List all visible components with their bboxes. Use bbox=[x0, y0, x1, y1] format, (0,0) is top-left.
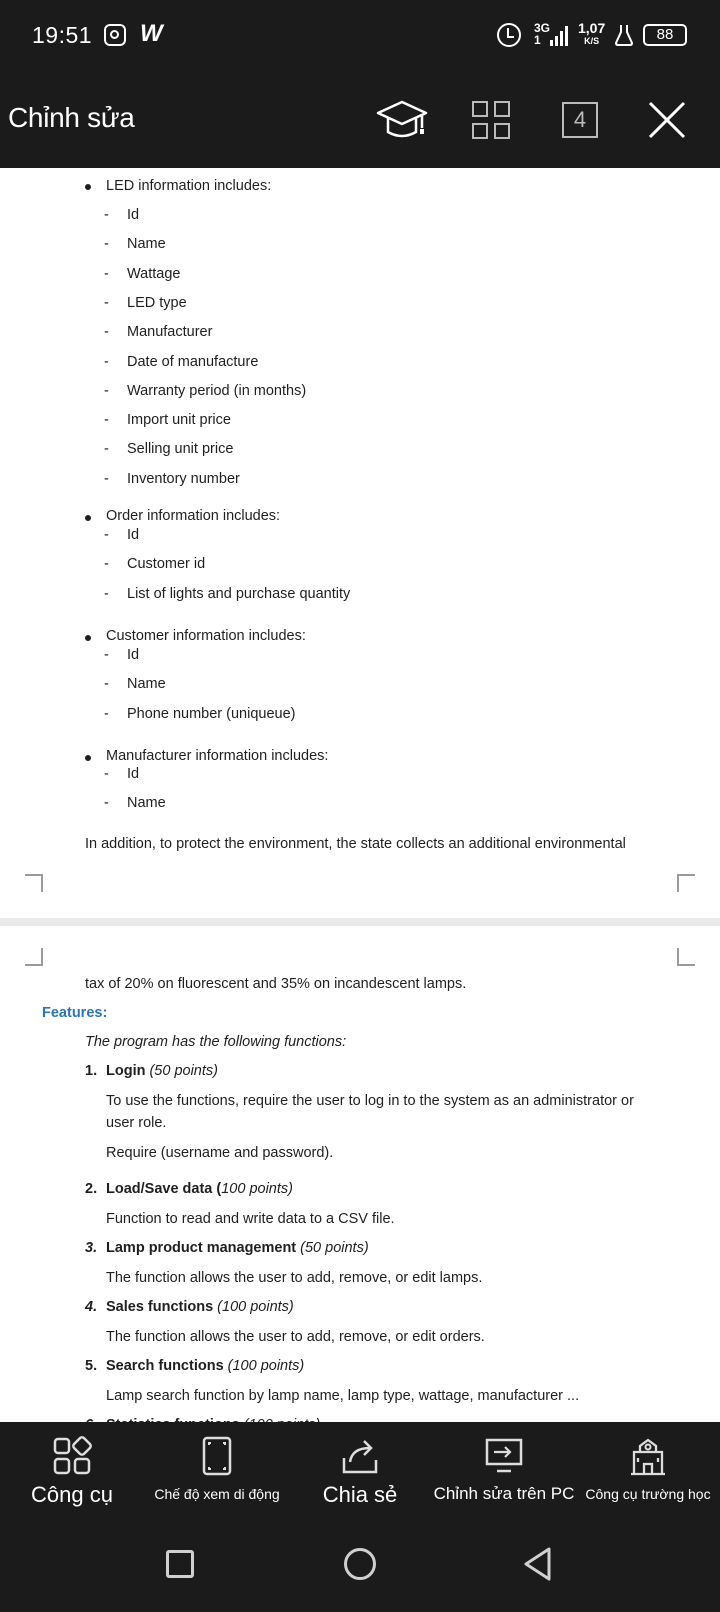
school-tools-label: Công cụ trường học bbox=[585, 1486, 711, 1502]
page-corner-mark bbox=[25, 948, 43, 966]
mobile-view-label: Chế độ xem di động bbox=[154, 1486, 280, 1502]
dash-marker: - bbox=[104, 353, 109, 370]
function-name: Lamp product management bbox=[106, 1240, 297, 1256]
dash-marker: - bbox=[104, 294, 109, 311]
close-button[interactable] bbox=[641, 96, 693, 144]
recents-button[interactable] bbox=[166, 1550, 194, 1578]
function-title bbox=[106, 1356, 304, 1376]
list-item: Id bbox=[127, 766, 140, 782]
tools-label: Công cụ bbox=[31, 1482, 113, 1507]
list-item: Selling unit price bbox=[127, 441, 234, 458]
grid-view-button[interactable] bbox=[465, 96, 517, 144]
page-corner-mark bbox=[677, 874, 695, 892]
network-type: 3G 1 bbox=[534, 21, 551, 47]
addition-text-line2: tax of 20% on fluorescent and 35% on incandescent lamps. bbox=[85, 976, 467, 992]
function-number: 3. bbox=[85, 1240, 98, 1256]
app-bar bbox=[0, 72, 720, 168]
list-item: Id bbox=[127, 647, 140, 663]
function-name: Login bbox=[106, 1063, 146, 1079]
function-number: 2. bbox=[85, 1181, 98, 1197]
list-item: Name bbox=[127, 676, 166, 693]
dash-marker: - bbox=[104, 766, 109, 782]
function-name: Load/Save data ( bbox=[106, 1181, 222, 1197]
document-view[interactable] bbox=[0, 168, 720, 1422]
graduation-cap-icon bbox=[376, 98, 428, 142]
dash-marker: - bbox=[104, 556, 109, 573]
mobile-view-icon bbox=[197, 1436, 237, 1476]
list-item: Name bbox=[127, 236, 166, 253]
list-item: Date of manufacture bbox=[127, 353, 259, 370]
function-points: (100 points) bbox=[227, 1358, 305, 1374]
page-count-button[interactable] bbox=[554, 96, 606, 144]
dash-marker: - bbox=[104, 676, 109, 693]
list-item: Wattage bbox=[127, 265, 181, 282]
list-item: Inventory number bbox=[127, 470, 240, 487]
features-intro: The program has the following functions: bbox=[85, 1034, 347, 1050]
dash-marker: - bbox=[104, 470, 109, 487]
function-points: 100 points) bbox=[221, 1181, 293, 1197]
function-description: Function to read and write data to a CSV file. bbox=[106, 1210, 395, 1227]
list-item: Warranty period (in months) bbox=[127, 382, 307, 399]
function-description: The function allows the user to add, remove, or edit lamps. bbox=[106, 1269, 483, 1286]
bullet bbox=[85, 635, 91, 641]
alarm-icon bbox=[497, 23, 521, 47]
function-title bbox=[106, 1297, 294, 1317]
list-item: LED type bbox=[127, 294, 187, 311]
function-number: 4. bbox=[85, 1299, 98, 1315]
function-description: user role. bbox=[106, 1115, 167, 1131]
list-item: Import unit price bbox=[127, 412, 231, 429]
dash-marker: - bbox=[104, 705, 109, 722]
list-item: Name bbox=[127, 795, 166, 812]
share-button[interactable] bbox=[310, 1422, 410, 1516]
desktop-icon bbox=[484, 1436, 524, 1476]
bullet bbox=[85, 515, 91, 521]
function-points: (50 points) bbox=[300, 1240, 369, 1256]
home-button[interactable] bbox=[344, 1548, 376, 1580]
function-title bbox=[106, 1179, 293, 1199]
function-points: (100 points) bbox=[217, 1299, 294, 1315]
tools-button[interactable] bbox=[20, 1422, 124, 1516]
order-heading: Order information includes: bbox=[106, 508, 281, 524]
dash-marker: - bbox=[104, 795, 109, 812]
bullet bbox=[85, 184, 91, 190]
status-time: 19:51 bbox=[32, 22, 93, 48]
dash-marker: - bbox=[104, 236, 109, 253]
dash-marker: - bbox=[104, 527, 109, 543]
network-speed: 1,07 K/S bbox=[578, 20, 606, 46]
edit-on-pc-label: Chỉnh sửa trên PC bbox=[433, 1484, 575, 1503]
app-bar-title: Chỉnh sửa bbox=[8, 102, 135, 133]
mobile-view-button[interactable] bbox=[150, 1422, 284, 1516]
function-points: (50 points) bbox=[149, 1063, 218, 1079]
list-item: Id bbox=[127, 207, 140, 223]
page-count-badge: 4 bbox=[562, 102, 598, 138]
school-tools-button[interactable] bbox=[584, 1422, 712, 1516]
dash-marker: - bbox=[104, 585, 109, 602]
tools-icon bbox=[52, 1436, 92, 1476]
page-break bbox=[0, 918, 720, 926]
list-item: Manufacturer bbox=[127, 324, 213, 341]
edit-on-pc-button[interactable] bbox=[430, 1422, 578, 1516]
addition-text-line1: In addition, to protect the environment, the state collects an additional environmental bbox=[85, 836, 626, 852]
w-app-icon: W bbox=[140, 20, 163, 47]
function-number: 1. bbox=[85, 1063, 98, 1079]
status-bar bbox=[0, 0, 720, 72]
function-title bbox=[106, 1238, 369, 1258]
signal-icon bbox=[550, 26, 568, 46]
share-icon bbox=[340, 1436, 380, 1476]
list-item: Customer id bbox=[127, 556, 206, 573]
manufacturer-heading: Manufacturer information includes: bbox=[106, 748, 329, 764]
function-description: The function allows the user to add, remove, or edit orders. bbox=[106, 1328, 485, 1345]
learn-button[interactable] bbox=[376, 96, 428, 144]
function-description: Require (username and password). bbox=[106, 1144, 334, 1161]
function-name: Search functions bbox=[106, 1358, 224, 1374]
dash-marker: - bbox=[104, 265, 109, 282]
bullet bbox=[85, 755, 91, 761]
system-nav-bar bbox=[0, 1516, 720, 1612]
list-item: List of lights and purchase quantity bbox=[127, 585, 351, 602]
function-name: Sales functions bbox=[106, 1299, 214, 1315]
function-title bbox=[106, 1061, 218, 1081]
led-heading: LED information includes: bbox=[106, 178, 272, 194]
bottom-toolbar bbox=[0, 1422, 720, 1516]
flask-icon bbox=[615, 24, 633, 46]
customer-heading: Customer information includes: bbox=[106, 628, 306, 644]
function-number: 5. bbox=[85, 1358, 98, 1374]
dash-marker: - bbox=[104, 207, 109, 223]
list-item: Phone number (uniqueue) bbox=[127, 705, 296, 722]
page-corner-mark bbox=[25, 874, 43, 892]
close-icon bbox=[647, 100, 687, 140]
school-icon bbox=[628, 1436, 668, 1476]
dash-marker: - bbox=[104, 412, 109, 429]
dash-marker: - bbox=[104, 324, 109, 341]
share-label: Chia sẻ bbox=[322, 1482, 398, 1507]
dash-marker: - bbox=[104, 441, 109, 458]
list-item: Id bbox=[127, 527, 140, 543]
dash-marker: - bbox=[104, 647, 109, 663]
function-description: To use the functions, require the user to log in to the system as an administrator or bbox=[106, 1092, 634, 1109]
battery-indicator: 88 bbox=[643, 24, 687, 46]
dash-marker: - bbox=[104, 382, 109, 399]
function-description: Lamp search function by lamp name, lamp type, wattage, manufacturer ... bbox=[106, 1387, 580, 1404]
page-corner-mark bbox=[677, 948, 695, 966]
back-button[interactable] bbox=[522, 1546, 554, 1582]
grid-view-icon bbox=[472, 101, 510, 139]
instagram-icon bbox=[104, 24, 126, 46]
features-heading: Features: bbox=[42, 1005, 108, 1021]
